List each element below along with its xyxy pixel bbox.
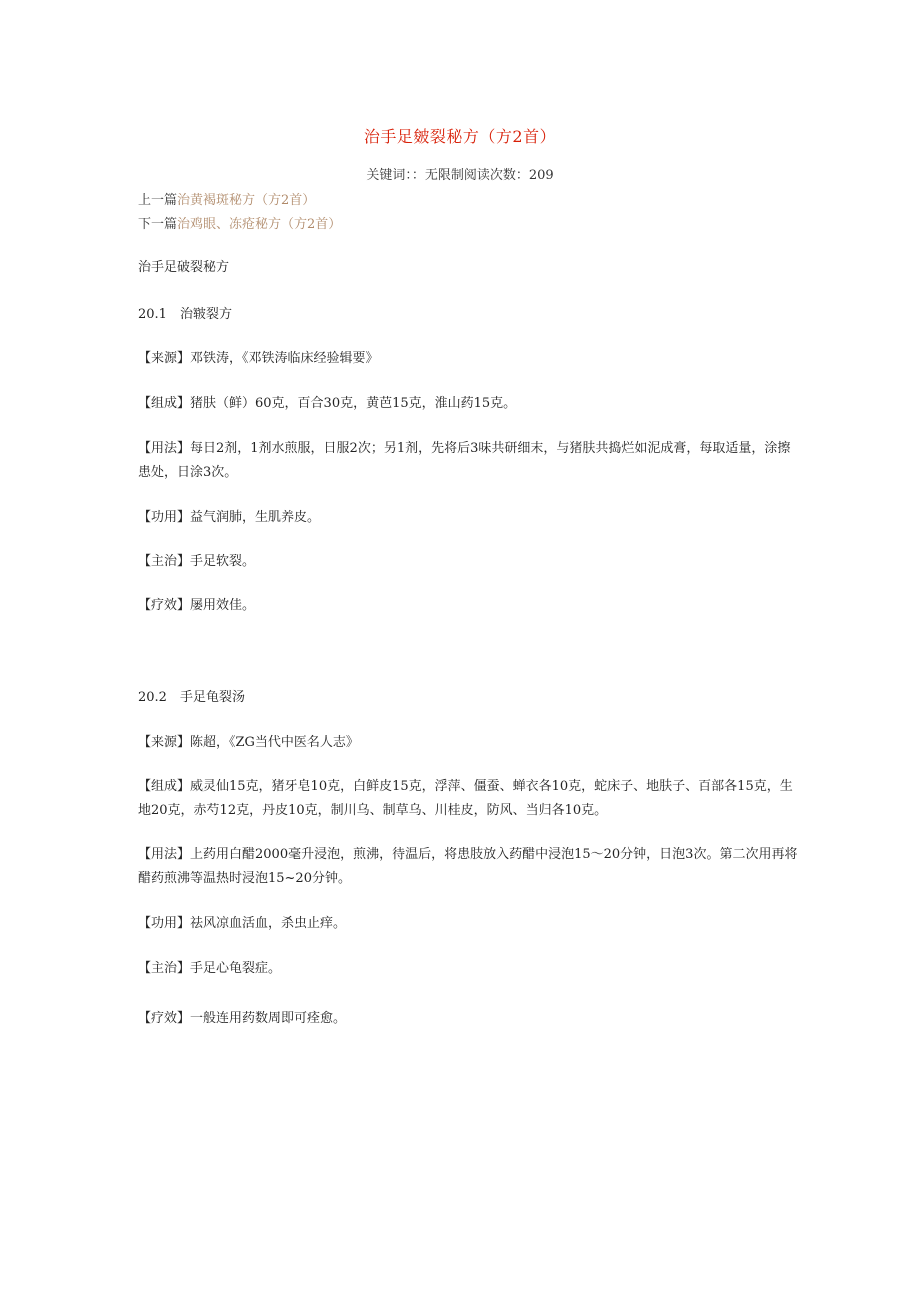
section2-function: 【功用】祛风凉血活血，杀虫止痒。 bbox=[138, 916, 347, 931]
section2-indication: 【主治】手足心龟裂症。 bbox=[138, 961, 282, 976]
meta-line: 关键词：：无限制阅读次数：209 bbox=[366, 168, 554, 183]
section2-composition: 【组成】威灵仙15克，猪牙皂10克，白鲜皮15克，浮萍、僵蚕、蝉衣各10克，蛇床子、地肤子、百部各15克，生地20克，赤芍12克，丹皮10克，制川乌、制草乌、川桂皮，防风、当归各10克。 bbox=[138, 779, 793, 818]
next-article bbox=[138, 213, 341, 232]
section-number: 20.2 bbox=[138, 690, 167, 705]
section1-effect: 【疗效】屡用效佳。 bbox=[138, 598, 256, 613]
prev-article bbox=[138, 189, 315, 208]
section-title: 治皲裂方 bbox=[180, 307, 233, 322]
section1-composition: 【组成】猪肤（鲜）60克，百合30克，黄芭15克，淮山药15克。 bbox=[138, 396, 517, 411]
section1-function: 【功用】益气润肺，生肌养皮。 bbox=[138, 510, 321, 525]
section2-source: 【来源】陈超，《ZG当代中医名人志》 bbox=[138, 735, 359, 750]
section2-usage: 【用法】上药用白醋2000毫升浸泡，煎沸，待温后，将患肢放入药醋中浸泡15～20分钟，日泡3次。第二次用再将醋药煎沸等温热时浸泡15~20分钟。 bbox=[138, 847, 798, 886]
prev-label: 上一篇 bbox=[138, 193, 178, 208]
section1-usage: 【用法】每日2剂，1剂水煎服，日服2次；另1剂，先将后3味共研细末，与猪肤共捣烂如泥成膏，每取适量，涂擦患处，日涂3次。 bbox=[138, 441, 791, 480]
section-heading bbox=[138, 303, 798, 327]
intro-text: 治手足破裂秘方 bbox=[138, 260, 230, 275]
page-title: 治手足皴裂秘方（方2首） bbox=[363, 127, 557, 146]
next-label: 下一篇 bbox=[138, 217, 178, 232]
prev-article-link[interactable]: 治黄褐斑秘方（方2首） bbox=[177, 193, 316, 208]
section1-indication: 【主治】手足软裂。 bbox=[138, 554, 256, 569]
section1-source: 【来源】邓铁涛，《邓铁涛临床经验辑要》 bbox=[138, 351, 379, 366]
next-article-link[interactable]: 治鸡眼、冻疮秘方（方2首） bbox=[177, 217, 342, 232]
section2-effect: 【疗效】一般连用药数周即可痊愈。 bbox=[138, 1011, 347, 1026]
section-number: 20.1 bbox=[138, 307, 167, 322]
section-heading bbox=[138, 686, 798, 710]
section-title: 手足龟裂汤 bbox=[180, 690, 246, 705]
